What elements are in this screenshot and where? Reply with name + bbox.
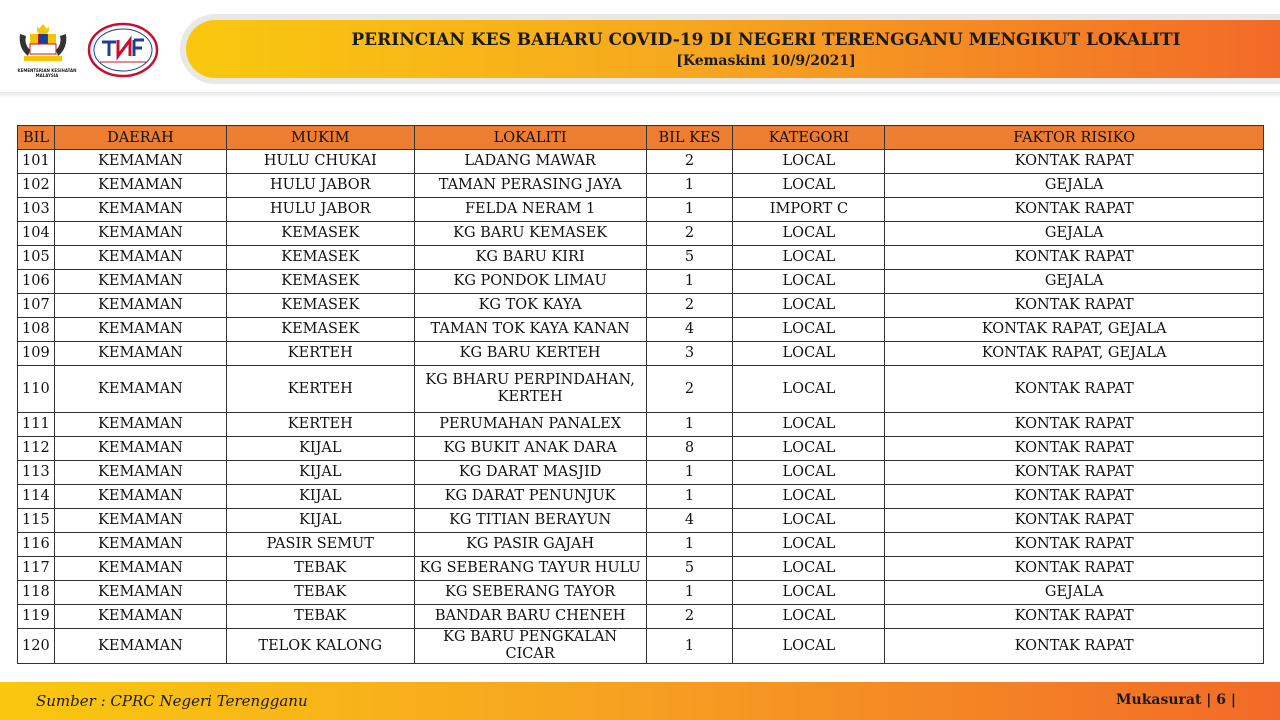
cell-bil: 109 <box>18 342 55 366</box>
jata-negara-icon <box>14 20 77 82</box>
cell-faktor-risiko: GEJALA <box>885 222 1264 246</box>
cases-table <box>17 125 1264 664</box>
cell-bil: 102 <box>18 174 55 198</box>
cell-kategori: LOCAL <box>733 533 885 557</box>
cell-bil-kes: 1 <box>646 581 733 605</box>
cell-kategori: LOCAL <box>733 629 885 664</box>
cell-daerah: KEMAMAN <box>54 222 226 246</box>
table-row <box>18 318 1264 342</box>
cell-daerah: KEMAMAN <box>54 629 226 664</box>
cell-bil: 117 <box>18 557 55 581</box>
cell-faktor-risiko: KONTAK RAPAT <box>885 366 1264 413</box>
cell-lokaliti: KG DARAT MASJID <box>414 461 646 485</box>
cell-kategori: LOCAL <box>733 222 885 246</box>
cell-mukim: KEMASEK <box>226 318 414 342</box>
cell-bil: 118 <box>18 581 55 605</box>
cell-faktor-risiko: KONTAK RAPAT <box>885 413 1264 437</box>
cell-bil-kes: 1 <box>646 461 733 485</box>
cell-bil: 106 <box>18 270 55 294</box>
cell-daerah: KEMAMAN <box>54 557 226 581</box>
moh-caption: KEMENTERIAN KESIHATAN MALAYSIA <box>17 68 77 78</box>
cell-faktor-risiko: KONTAK RAPAT <box>885 437 1264 461</box>
column-header-daerah: DAERAH <box>54 126 226 150</box>
cell-kategori: LOCAL <box>733 270 885 294</box>
cell-daerah: KEMAMAN <box>54 533 226 557</box>
cell-kategori: LOCAL <box>733 342 885 366</box>
cell-lokaliti: TAMAN PERASING JAYA <box>414 174 646 198</box>
cell-bil-kes: 1 <box>646 629 733 664</box>
table-row <box>18 629 1264 664</box>
table-row <box>18 557 1264 581</box>
page-number: Mukasurat | 6 | <box>1116 692 1236 708</box>
cell-kategori: LOCAL <box>733 557 885 581</box>
cell-bil: 103 <box>18 198 55 222</box>
column-header-bil-kes: BIL KES <box>646 126 733 150</box>
cell-kategori: LOCAL <box>733 318 885 342</box>
table-row <box>18 581 1264 605</box>
cell-bil-kes: 1 <box>646 413 733 437</box>
cell-lokaliti: KG SEBERANG TAYUR HULU <box>414 557 646 581</box>
cell-bil: 110 <box>18 366 55 413</box>
cell-mukim: KIJAL <box>226 485 414 509</box>
table-row <box>18 366 1264 413</box>
cell-bil-kes: 2 <box>646 294 733 318</box>
cell-bil: 115 <box>18 509 55 533</box>
cell-kategori: LOCAL <box>733 150 885 174</box>
cell-faktor-risiko: KONTAK RAPAT <box>885 509 1264 533</box>
table-row <box>18 150 1264 174</box>
cell-daerah: KEMAMAN <box>54 294 226 318</box>
cell-kategori: LOCAL <box>733 485 885 509</box>
table-header-row <box>18 126 1264 150</box>
cell-kategori: LOCAL <box>733 174 885 198</box>
cell-daerah: KEMAMAN <box>54 174 226 198</box>
cell-bil-kes: 5 <box>646 246 733 270</box>
table-row <box>18 605 1264 629</box>
cell-mukim: TEBAK <box>226 605 414 629</box>
logo-group <box>10 20 170 82</box>
column-header-mukim: MUKIM <box>226 126 414 150</box>
table-row <box>18 533 1264 557</box>
source-note: Sumber : CPRC Negeri Terengganu <box>36 692 308 710</box>
cell-bil: 120 <box>18 629 55 664</box>
cell-bil-kes: 1 <box>646 270 733 294</box>
table-row <box>18 461 1264 485</box>
cell-bil: 108 <box>18 318 55 342</box>
table-row <box>18 485 1264 509</box>
cell-kategori: LOCAL <box>733 509 885 533</box>
cell-lokaliti: TAMAN TOK KAYA KANAN <box>414 318 646 342</box>
cell-bil-kes: 2 <box>646 150 733 174</box>
cell-mukim: HULU JABOR <box>226 198 414 222</box>
cell-bil: 105 <box>18 246 55 270</box>
table-row <box>18 270 1264 294</box>
cell-bil: 101 <box>18 150 55 174</box>
cell-bil-kes: 3 <box>646 342 733 366</box>
cell-lokaliti: KG BUKIT ANAK DARA <box>414 437 646 461</box>
cell-lokaliti: KG BARU PENGKALAN CICAR <box>414 629 646 664</box>
table-row <box>18 198 1264 222</box>
cell-lokaliti: BANDAR BARU CHENEH <box>414 605 646 629</box>
cell-faktor-risiko: KONTAK RAPAT <box>885 485 1264 509</box>
cell-daerah: KEMAMAN <box>54 605 226 629</box>
cell-faktor-risiko: KONTAK RAPAT <box>885 246 1264 270</box>
cell-mukim: TELOK KALONG <box>226 629 414 664</box>
cell-daerah: KEMAMAN <box>54 413 226 437</box>
cell-bil-kes: 2 <box>646 222 733 246</box>
cell-bil-kes: 2 <box>646 605 733 629</box>
table-row <box>18 174 1264 198</box>
cell-mukim: KIJAL <box>226 461 414 485</box>
cell-faktor-risiko: KONTAK RAPAT <box>885 533 1264 557</box>
cell-faktor-risiko: KONTAK RAPAT, GEJALA <box>885 342 1264 366</box>
cell-lokaliti: KG BARU KEMASEK <box>414 222 646 246</box>
cell-faktor-risiko: GEJALA <box>885 174 1264 198</box>
cell-lokaliti: KG PASIR GAJAH <box>414 533 646 557</box>
cell-bil-kes: 4 <box>646 509 733 533</box>
cell-bil-kes: 8 <box>646 437 733 461</box>
cell-bil-kes: 5 <box>646 557 733 581</box>
cell-mukim: HULU CHUKAI <box>226 150 414 174</box>
cell-faktor-risiko: KONTAK RAPAT <box>885 461 1264 485</box>
cell-faktor-risiko: GEJALA <box>885 581 1264 605</box>
column-header-bil: BIL <box>18 126 55 150</box>
cell-lokaliti: KG BARU KIRI <box>414 246 646 270</box>
jknt-logo-icon <box>86 22 160 78</box>
cell-faktor-risiko: GEJALA <box>885 270 1264 294</box>
cell-mukim: KEMASEK <box>226 270 414 294</box>
cell-bil: 104 <box>18 222 55 246</box>
table-row <box>18 246 1264 270</box>
cell-faktor-risiko: KONTAK RAPAT <box>885 629 1264 664</box>
cell-bil: 116 <box>18 533 55 557</box>
cell-bil-kes: 1 <box>646 485 733 509</box>
cell-daerah: KEMAMAN <box>54 150 226 174</box>
column-header-faktor-risiko: FAKTOR RISIKO <box>885 126 1264 150</box>
cell-kategori: LOCAL <box>733 605 885 629</box>
cell-lokaliti: KG TITIAN BERAYUN <box>414 509 646 533</box>
cell-mukim: KIJAL <box>226 509 414 533</box>
cell-mukim: KIJAL <box>226 437 414 461</box>
cell-kategori: LOCAL <box>733 294 885 318</box>
cell-lokaliti: KG SEBERANG TAYOR <box>414 581 646 605</box>
cell-faktor-risiko: KONTAK RAPAT <box>885 605 1264 629</box>
cell-bil: 114 <box>18 485 55 509</box>
page-title: PERINCIAN KES BAHARU COVID-19 DI NEGERI TERENGGANU MENGIKUT LOKALITI <box>351 30 1181 50</box>
cell-bil-kes: 1 <box>646 174 733 198</box>
cell-mukim: KERTEH <box>226 366 414 413</box>
cell-bil-kes: 2 <box>646 366 733 413</box>
cell-lokaliti: KG BARU KERTEH <box>414 342 646 366</box>
cell-daerah: KEMAMAN <box>54 437 226 461</box>
cell-mukim: KEMASEK <box>226 294 414 318</box>
cell-mukim: KERTEH <box>226 413 414 437</box>
cell-mukim: PASIR SEMUT <box>226 533 414 557</box>
cell-kategori: IMPORT C <box>733 198 885 222</box>
cell-mukim: TEBAK <box>226 581 414 605</box>
cell-daerah: KEMAMAN <box>54 342 226 366</box>
cell-daerah: KEMAMAN <box>54 246 226 270</box>
cell-kategori: LOCAL <box>733 366 885 413</box>
table-row <box>18 222 1264 246</box>
page-header <box>0 0 1280 98</box>
table-row <box>18 413 1264 437</box>
cell-bil-kes: 4 <box>646 318 733 342</box>
cell-bil: 113 <box>18 461 55 485</box>
cell-daerah: KEMAMAN <box>54 318 226 342</box>
table-body <box>18 150 1264 664</box>
cell-bil-kes: 1 <box>646 198 733 222</box>
cell-daerah: KEMAMAN <box>54 581 226 605</box>
cell-faktor-risiko: KONTAK RAPAT <box>885 557 1264 581</box>
cell-daerah: KEMAMAN <box>54 509 226 533</box>
cell-lokaliti: LADANG MAWAR <box>414 150 646 174</box>
table-row <box>18 509 1264 533</box>
cell-lokaliti: PERUMAHAN PANALEX <box>414 413 646 437</box>
cell-kategori: LOCAL <box>733 581 885 605</box>
cell-kategori: LOCAL <box>733 437 885 461</box>
cell-faktor-risiko: KONTAK RAPAT <box>885 198 1264 222</box>
cell-bil: 111 <box>18 413 55 437</box>
cell-faktor-risiko: KONTAK RAPAT, GEJALA <box>885 318 1264 342</box>
cell-lokaliti: KG TOK KAYA <box>414 294 646 318</box>
cell-lokaliti: KG DARAT PENUNJUK <box>414 485 646 509</box>
cell-daerah: KEMAMAN <box>54 461 226 485</box>
cell-kategori: LOCAL <box>733 413 885 437</box>
cell-mukim: KEMASEK <box>226 222 414 246</box>
header-divider <box>0 92 1280 98</box>
cell-bil: 107 <box>18 294 55 318</box>
column-header-lokaliti: LOKALITI <box>414 126 646 150</box>
cell-mukim: KEMASEK <box>226 246 414 270</box>
cell-daerah: KEMAMAN <box>54 198 226 222</box>
cell-bil: 119 <box>18 605 55 629</box>
cell-mukim: HULU JABOR <box>226 174 414 198</box>
cell-faktor-risiko: KONTAK RAPAT <box>885 294 1264 318</box>
cell-mukim: KERTEH <box>226 342 414 366</box>
cell-lokaliti: KG BHARU PERPINDAHAN, KERTEH <box>414 366 646 413</box>
cell-daerah: KEMAMAN <box>54 270 226 294</box>
cell-kategori: LOCAL <box>733 461 885 485</box>
cell-bil-kes: 1 <box>646 533 733 557</box>
cell-faktor-risiko: KONTAK RAPAT <box>885 150 1264 174</box>
cell-bil: 112 <box>18 437 55 461</box>
cell-lokaliti: KG PONDOK LIMAU <box>414 270 646 294</box>
cell-lokaliti: FELDA NERAM 1 <box>414 198 646 222</box>
update-date: [Kemaskini 10/9/2021] <box>676 53 856 69</box>
table-row <box>18 437 1264 461</box>
cell-daerah: KEMAMAN <box>54 366 226 413</box>
column-header-kategori: KATEGORI <box>733 126 885 150</box>
cell-kategori: LOCAL <box>733 246 885 270</box>
cell-mukim: TEBAK <box>226 557 414 581</box>
cell-daerah: KEMAMAN <box>54 485 226 509</box>
table-row <box>18 294 1264 318</box>
table-row <box>18 342 1264 366</box>
